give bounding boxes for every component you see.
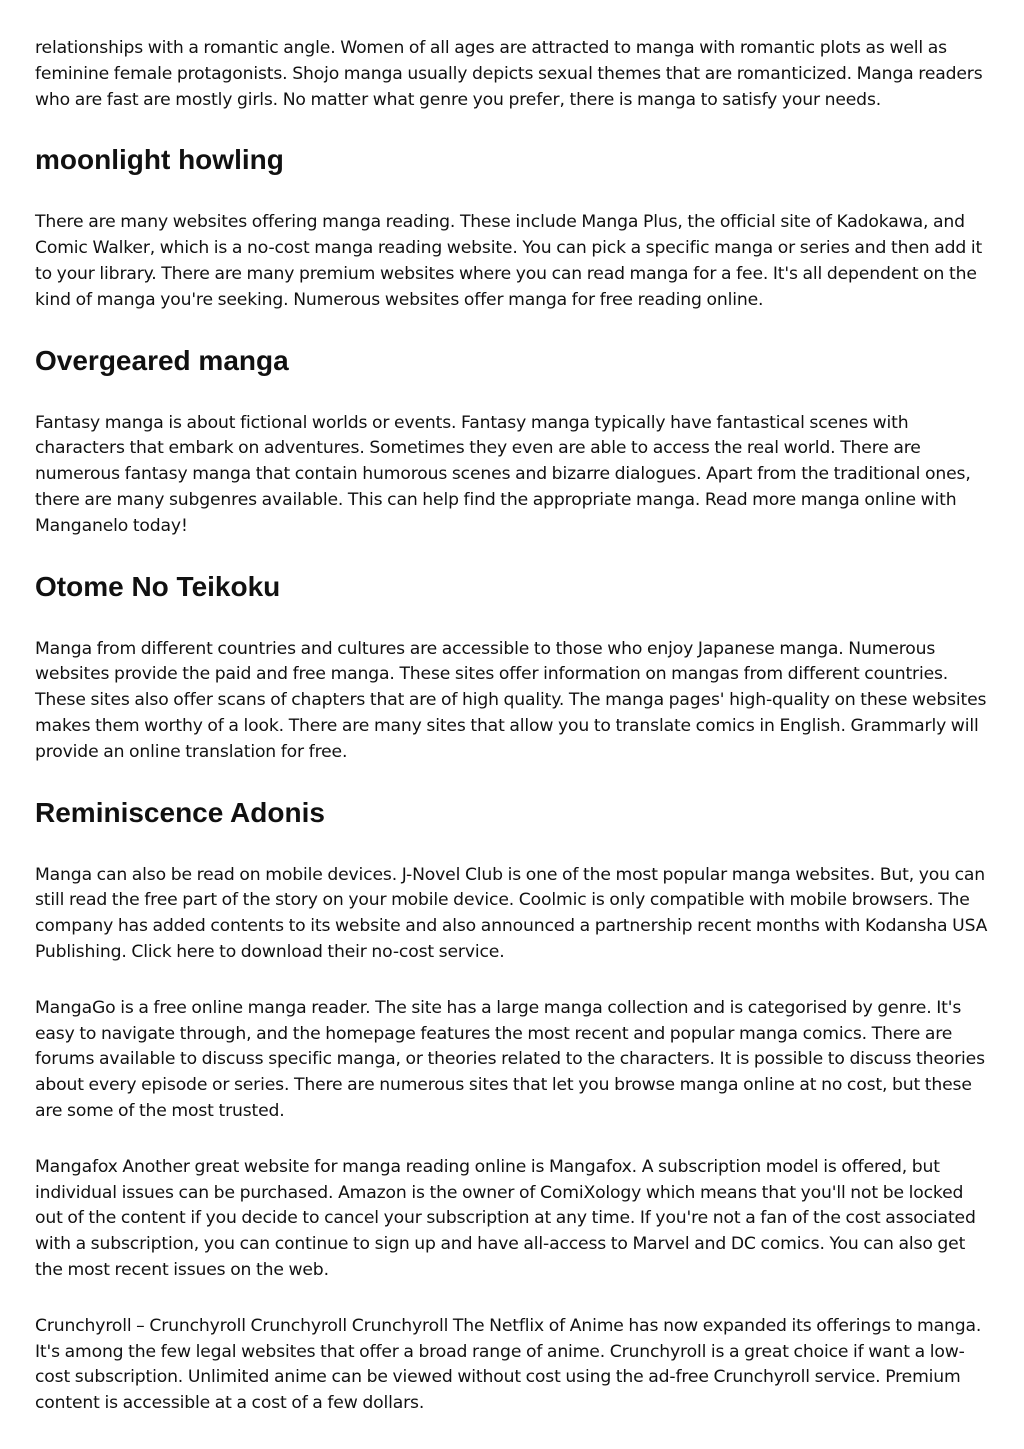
section-paragraph: Manga from different countries and cultures are accessible to those who enjoy Japanese manga. Numerous websites provide the paid and free manga. These sites offer information on mangas from different countries. These sites also offer scans of chapters that are of high quality. The manga pages' high-quality on these websites makes them worthy of a look. There are many sites that allow you to translate comics in English. Grammarly will provide an online translation for free. <box>35 638 987 762</box>
section-heading-otome-no-teikoku: Otome No Teikoku <box>35 570 281 602</box>
section-heading-overgeared-manga: Overgeared manga <box>35 344 289 376</box>
intro-paragraph: relationships with a romantic angle. Women of all ages are attracted to manga with romantic plots as well as feminine female protagonists. Shojo manga usually depicts sexual themes that are romanticized. Manga readers who are fast are mostly girls. No matter what genre you prefer, there is manga to satisfy your needs. <box>35 38 983 110</box>
section-paragraph: Crunchyroll – Crunchyroll Crunchyroll Crunchyroll The Netflix of Anime has now expanded its offerings to manga. It's among the few legal websites that offer a broad range of anime. Crunchyroll is a great choice if want a low-cost subscription. Unlimited anime can be viewed without cost using the ad-free Crunchyroll service. Premium content is accessible at a cost of a few dollars. <box>35 1315 982 1414</box>
section-heading-moonlight-howling: moonlight howling <box>35 144 284 176</box>
section-paragraph: MangaGo is a free online manga reader. The site has a large manga collection and is categorised by genre. It's easy to navigate through, and the homepage features the most recent and popular manga comics. There are forums available to discuss specific manga, or theories related to the characters. It is possible to discuss theories about every episode or series. There are numerous sites that let you browse manga online at no cost, but these are some of the most trusted. <box>35 997 985 1121</box>
document-page <box>35 36 991 1417</box>
section-heading-reminiscence-adonis: Reminiscence Adonis <box>35 796 325 828</box>
section-paragraph: There are many websites offering manga reading. These include Manga Plus, the official site of Kadokawa, and Comic Walker, which is a no-cost manga reading website. You can pick a specific manga or series and then add it to your library. There are many premium websites where you can read manga for a fee. It's all dependent on the kind of manga you're seeking. Numerous websites offer manga for free reading online. <box>35 212 983 310</box>
section-paragraph: Mangafox Another great website for manga reading online is Mangafox. A subscription model is offered, but individual issues can be purchased. Amazon is the owner of ComiXology which means that you'll not be locked out of the content if you decide to cancel your subscription at any time. If you're not a fan of the cost associated with a subscription, you can continue to sign up and have all-access to Marvel and DC comics. You can also get the most recent issues on the web. <box>35 1156 976 1280</box>
section-paragraph: Manga can also be read on mobile devices. J-Novel Club is one of the most popular manga websites. But, you can still read the free part of the story on your mobile device. Coolmic is only compatible with mobile browsers. The company has added contents to its website and also announced a partnership recent months with Kodansha USA Publishing. Click here to download their no-cost service. <box>35 864 988 962</box>
section-paragraph: Fantasy manga is about fictional worlds or events. Fantasy manga typically have fantastical scenes with characters that embark on adventures. Sometimes they even are able to access the real world. There are numerous fantasy manga that contain humorous scenes and bizarre dialogues. Apart from the traditional ones, there are many subgenres available. This can help find the appropriate manga. Read more manga online with Manganelo today! <box>35 412 971 536</box>
